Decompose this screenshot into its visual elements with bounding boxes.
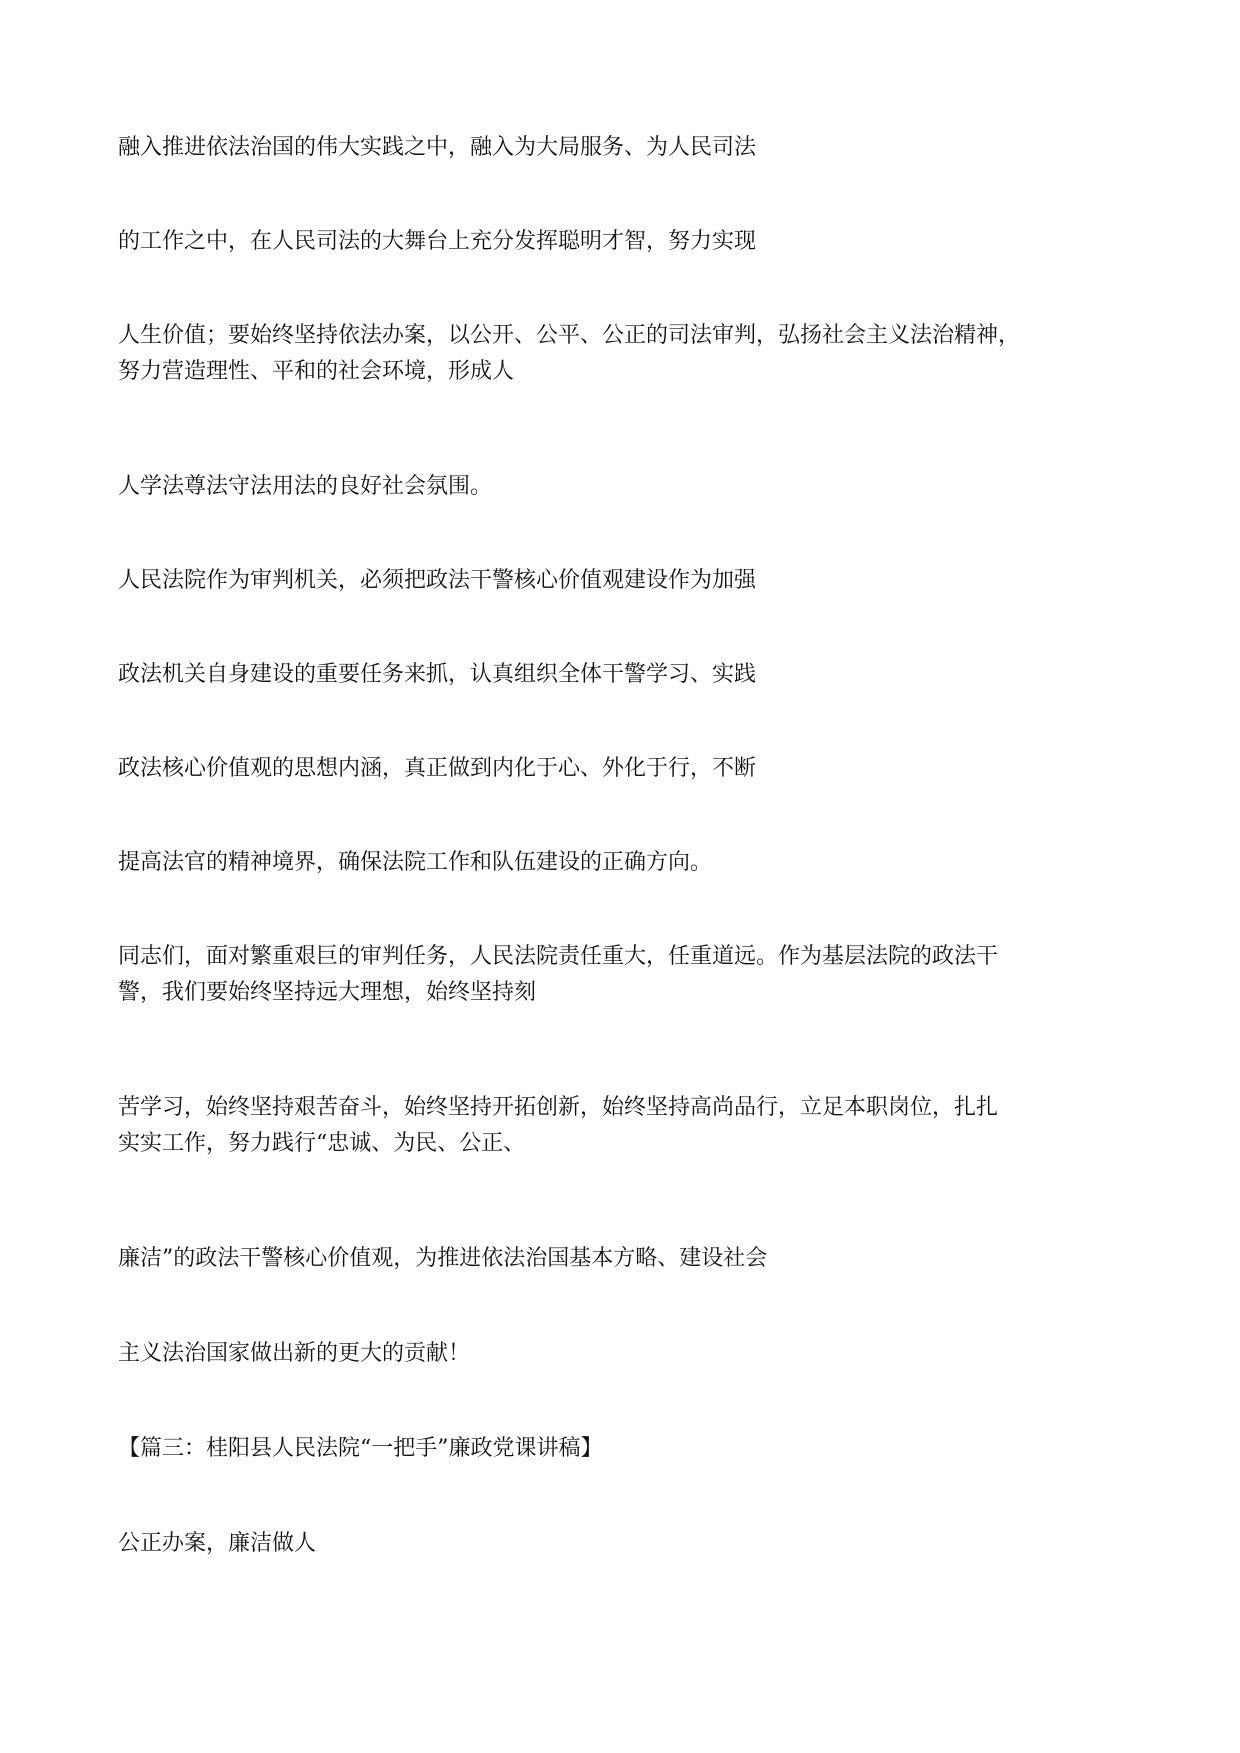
section-subtitle: 公正办案，廉洁做人: [118, 1531, 317, 1556]
section-heading: 【篇三：桂阳县人民法院“一把手”廉政党课讲稿】: [118, 1436, 603, 1461]
paragraph-7: 政法核心价值观的思想内涵，真正做到内化于心、外化于行，不断: [118, 756, 757, 781]
paragraph-10: 苦学习，始终坚持艰苦奋斗，始终坚持开拓创新，始终坚持高尚品行，立足本职岗位，扎扎 实实工作，努力践行“忠诚、为民、公正、: [118, 1095, 999, 1156]
paragraph-2: 的工作之中，在人民司法的大舞台上充分发挥聪明才智，努力实现: [118, 229, 757, 254]
paragraph-12: 主义法治国家做出新的更大的贡献！: [118, 1341, 471, 1366]
paragraph-3: 人生价值；要始终坚持依法办案，以公开、公平、公正的司法审判，弘扬社会主义法治精神， 努力营造理性、平和的社会环境，形成人: [118, 323, 1021, 384]
paragraph-5: 人民法院作为审判机关，必须把政法干警核心价值观建设作为加强: [118, 568, 757, 593]
paragraph-6: 政法机关自身建设的重要任务来抓，认真组织全体干警学习、实践: [118, 662, 757, 687]
paragraph-8: 提高法官的精神境界，确保法院工作和队伍建设的正确方向。: [118, 850, 713, 875]
paragraph-11: 廉洁”的政法干警核心价值观，为推进依法治国基本方略、建设社会: [118, 1246, 768, 1271]
paragraph-4: 人学法尊法守法用法的良好社会氛围。: [118, 474, 493, 499]
paragraph-9: 同志们，面对繁重艰巨的审判任务，人民法院责任重大，任重道远。作为基层法院的政法干 警，我们要始终坚持远大理想，始终坚持刻: [118, 944, 999, 1005]
paragraph-1: 融入推进依法治国的伟大实践之中，融入为大局服务、为人民司法: [118, 135, 757, 160]
